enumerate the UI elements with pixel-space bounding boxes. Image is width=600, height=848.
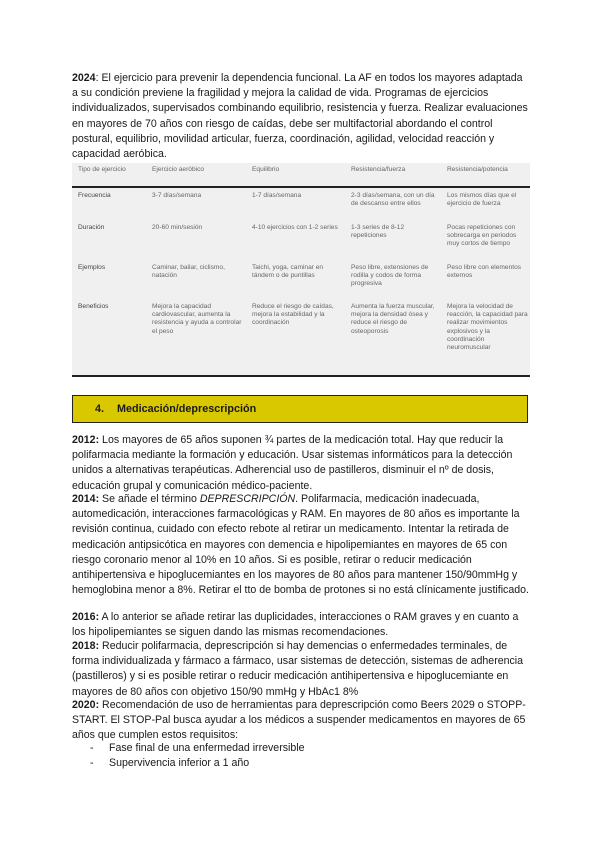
table-header-cell: Resistencia/potencia bbox=[447, 166, 508, 173]
table-row-label: Beneficios bbox=[78, 303, 109, 310]
table-cell: Taichi, yoga, caminar en tándem o de puntillas bbox=[252, 264, 324, 280]
table-cell: Mejora la capacidad cardiovascular, aumenta la resistencia y ayuda a controlar el peso bbox=[152, 303, 242, 335]
year-2018: 2018: bbox=[72, 640, 100, 652]
year-2014: 2014: bbox=[72, 493, 100, 505]
table-cell: 2-3 días/semana, con un día de descanso entre ellos bbox=[351, 192, 435, 208]
paragraph-2014-after: . Polifarmacia, medicación inadecuada, automedicación, interacciones farmacológicas y RAM. En mayores de 80 años es importante la revisión continua, cuidado con efecto rebote al retirar un medicamento. Intentar la retirada de medicación antipsicótica en mayores con demencia e hipolipemiantes en mayores de 65 con riesgo coronario menor al 10% en 10 años. Si es posible, retirar o reducir medicación antihipertensiva e hipoglucemiantes en los mayores de 80 años para mantener 150/90mmHg y hemoglobina menor a 8%. Retirar el tto de bomba de protones si no está clínicamente justificado. bbox=[72, 493, 529, 597]
paragraph-2018 bbox=[72, 639, 530, 700]
table-cell: Peso libre, extensiones de rodilla y codos de forma progresiva bbox=[351, 264, 429, 288]
list-item bbox=[90, 741, 520, 756]
paragraph-2020 bbox=[72, 698, 530, 744]
requirements-list bbox=[90, 741, 520, 771]
table-cell: Aumenta la fuerza muscular, mejora la densidad ósea y reduce el riesgo de osteoporosis bbox=[351, 303, 435, 335]
paragraph-2024-text: : El ejercicio para prevenir la dependencia funcional. La AF en todos los mayores adaptada a su condición previene la fragilidad y mejora la calidad de vida. Programas de ejercicios individualizados, supervisados combinando equilibrio, resistencia y fuerza. Realizar evaluaciones en mayores de 70 años con riesgo de caídas, debe ser multifactorial abordando el control postural, equilibrio, movilidad articular, fuerza, coordinación, agilidad, velocidad reacción y capacidad aeróbica. bbox=[72, 72, 528, 161]
year-2016: 2016: bbox=[72, 611, 100, 623]
year-2020: 2020: bbox=[72, 699, 100, 711]
section-title: Medicación/deprescripción bbox=[117, 403, 257, 415]
table-header-cell: Tipo de ejercicio bbox=[78, 166, 126, 173]
list-item-text: Supervivencia inferior a 1 año bbox=[109, 757, 250, 770]
table-cell: 20-60 min/sesión bbox=[152, 224, 203, 231]
table-cell: Reduce el riesgo de caídas, mejora la estabilidad y la coordinación bbox=[252, 303, 334, 327]
exercise-table-header bbox=[72, 163, 530, 188]
paragraph-2024 bbox=[72, 71, 530, 162]
paragraph-2016 bbox=[72, 610, 530, 640]
deprescription-term: DEPRESCRIPCIÓN bbox=[199, 493, 296, 505]
table-cell: Pocas repeticiones con sobrecarga en periodos muy cortos de tiempo bbox=[447, 224, 517, 248]
list-marker: - bbox=[90, 757, 94, 770]
table-cell: 1-3 series de 8-12 repeticiones bbox=[351, 224, 405, 240]
exercise-table bbox=[72, 163, 530, 377]
year-2012: 2012: bbox=[72, 434, 100, 446]
year-2024: 2024 bbox=[72, 72, 96, 84]
table-row-label: Ejemplos bbox=[78, 264, 106, 271]
table-cell: 1-7 días/semana bbox=[252, 192, 302, 199]
paragraph-2012-text: Los mayores de 65 años suponen ¾ partes de la medicación total. Hay que reducir la polifarmacia mediante la formación y educación. Usar sistemas informáticos para la detección unidos a alternativas terapéuticas. Adherencial uso de pastilleros, disminuir el nº de dosis, educación grupal y comunicación médico-paciente. bbox=[72, 434, 513, 492]
table-cell: 4-10 ejercicios con 1-2 series bbox=[252, 224, 338, 231]
table-row-label: Frecuencia bbox=[78, 192, 111, 199]
paragraph-2014-before: Se añade el término bbox=[99, 493, 200, 505]
paragraph-2020-text: Recomendación de uso de herramientas para deprescripción como Beers 2029 o STOPP-START. El STOP-Pal busca ayudar a los médicos a suspender medicamentos en mayores de 65 años que cumplen estos requisitos: bbox=[72, 699, 526, 742]
table-cell: 3-7 días/semana bbox=[152, 192, 202, 199]
section-heading bbox=[72, 395, 528, 423]
table-header-cell: Ejercicio aeróbico bbox=[152, 166, 205, 173]
paragraph-2012 bbox=[72, 433, 530, 494]
table-header-cell: Equilibrio bbox=[252, 166, 280, 173]
table-cell: Peso libre con elementos externos bbox=[447, 264, 522, 280]
paragraph-2016-text: A lo anterior se añade retirar las duplicidades, interacciones o RAM graves y en cuanto a los hipolipemiantes se siguen dando las mismas recomendaciones. bbox=[72, 611, 519, 639]
list-marker: - bbox=[90, 742, 94, 754]
paragraph-2014 bbox=[72, 492, 530, 598]
list-item bbox=[90, 756, 520, 771]
table-cell: Caminar, bailar, ciclismo, natación bbox=[152, 264, 225, 280]
list-item-text: Fase final de una enfermedad irreversible bbox=[109, 742, 305, 754]
table-header-cell: Resistencia/fuerza bbox=[351, 166, 406, 173]
table-cell: Los mismos días que el ejercicio de fuerza bbox=[447, 192, 517, 208]
table-row-label: Duración bbox=[78, 224, 105, 231]
paragraph-2018-text: Reducir polifarmacia, deprescripción si hay demencias o enfermedades terminales, de forma individualizada y fármaco a fármaco, usar sistemas de detección, sistemas de adherencia (pastilleros) y si es posible retirar o reducir medicación antihipertensiva e hipoglucemiante en mayores de 80 años con objetivo 150/90 mmHg y HbAc1 8% bbox=[72, 640, 524, 698]
table-cell: Mejora la velocidad de reacción, la capacidad para realizar movimientos explosivos y la coordinación neuromuscular bbox=[447, 303, 528, 352]
section-number: 4. bbox=[95, 403, 105, 415]
